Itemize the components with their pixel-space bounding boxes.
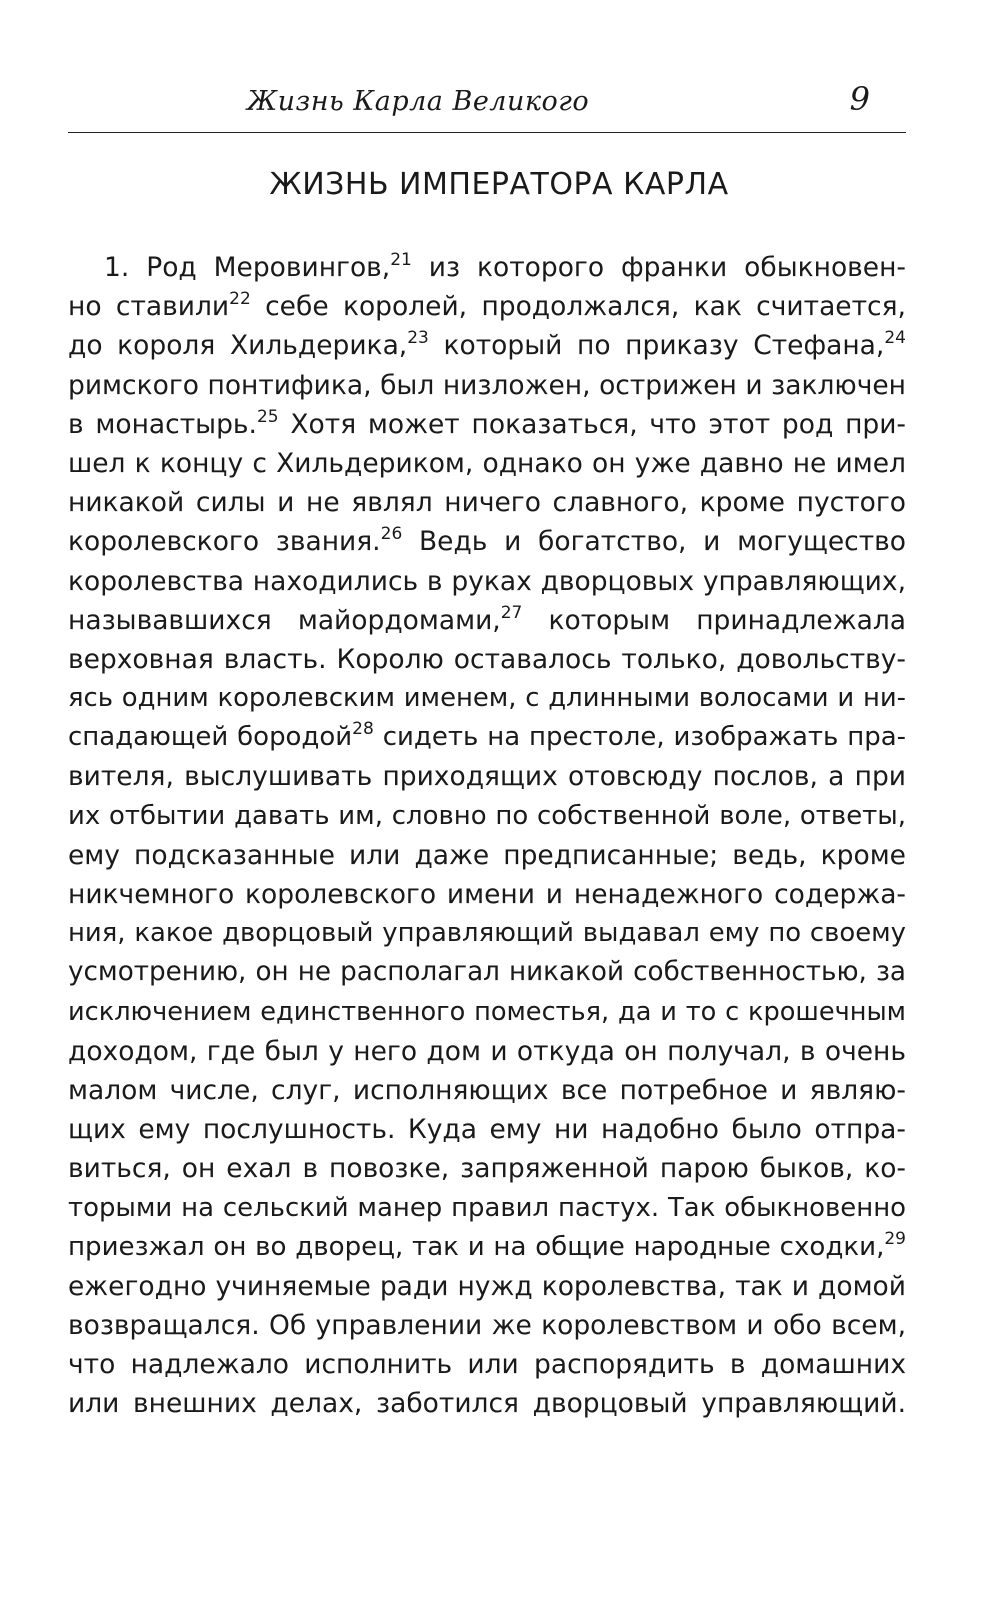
text-fragment: ежегодно учиняемые ради нужд королевства, так и домой: [68, 1270, 906, 1302]
text-line: [68, 562, 906, 601]
text-fragment: исключением единственного поместья, да и то с крошечным: [68, 996, 906, 1027]
text-line: [68, 1228, 906, 1267]
text-line: [68, 679, 906, 718]
text-fragment: никакой силы и не являл ничего славного, кроме пустого: [68, 487, 906, 519]
text-fragment: виться, он ехал в повозке, запряженной парою быков, ко-: [68, 1153, 906, 1185]
text-fragment: ему подсказанные или даже предписанные; ведь, кроме: [68, 839, 906, 871]
text-fragment: королевства находились в руках дворцовых управляющих,: [68, 565, 906, 597]
text-line: [68, 444, 906, 483]
text-fragment: который по приказу Стефана,: [428, 330, 885, 362]
text-line: [68, 1110, 906, 1149]
text-line: [68, 405, 906, 444]
text-fragment: никчемного королевского имени и ненадежного содержа-: [68, 879, 906, 910]
text-fragment: себе королей, продолжался, как считается,: [250, 291, 906, 323]
text-line: [68, 718, 906, 757]
text-fragment: которым принадлежала: [522, 604, 906, 636]
footnote-marker[interactable]: 24: [884, 328, 906, 349]
text-fragment: римского понтифика, был низложен, острижен и заключен: [68, 369, 906, 401]
text-fragment: до короля Хильдерика,: [68, 330, 408, 362]
footnote-marker[interactable]: 21: [390, 250, 412, 270]
footnote-marker[interactable]: 29: [884, 1228, 906, 1249]
text-line: [68, 953, 906, 992]
text-fragment: 1. Род Меровингов,: [104, 252, 391, 283]
text-fragment: спадающей бородой: [68, 722, 353, 753]
running-header: [68, 80, 906, 133]
running-title: Жизнь Карла Великого: [246, 86, 590, 117]
text-line: [68, 287, 906, 326]
text-line: [68, 1384, 906, 1423]
text-fragment: щих ему послушность. Куда ему ни надобно было отпра-: [68, 1114, 906, 1146]
text-line: [68, 326, 906, 365]
text-fragment: приезжал он во дворец, так и на общие народные сходки,: [68, 1231, 885, 1262]
footnote-marker[interactable]: 23: [407, 328, 429, 349]
text-fragment: ния, какое дворцовый управляющий выдавал ему по своему: [68, 918, 906, 949]
text-line: [68, 640, 906, 679]
text-fragment: шел к концу с Хильдериком, однако он уже давно не имел: [68, 447, 906, 479]
text-fragment: называвшихся майордомами,: [68, 604, 501, 636]
text-fragment: или внешних делах, заботился дворцовый управляющий.: [68, 1388, 906, 1420]
text-fragment: торыми на сельский манер правил пастух. Так обыкновенно: [68, 1192, 906, 1223]
text-line: [68, 1189, 906, 1228]
text-fragment: их отбытии давать им, словно по собственной воле, ответы,: [68, 800, 906, 831]
text-fragment: Ведь и богатство, и могущество: [402, 526, 907, 558]
footnote-marker[interactable]: 27: [500, 602, 523, 623]
text-fragment: королевского звания.: [68, 526, 381, 558]
text-fragment: вителя, выслушивать приходящих отовсюду послов, а при: [68, 761, 906, 793]
footnote-marker[interactable]: 25: [256, 406, 279, 427]
text-fragment: возвращался. Об управлении же королевством и обо всем,: [68, 1310, 906, 1342]
footnote-marker[interactable]: 28: [352, 719, 374, 740]
text-fragment: но ставили: [68, 291, 230, 323]
text-fragment: малом числе, слуг, исполняющих все потребное и являю-: [68, 1074, 906, 1106]
text-line: [68, 757, 906, 796]
text-fragment: доходом, где был у него дом и откуда он получал, в очень: [68, 1035, 906, 1067]
footnote-marker[interactable]: 26: [380, 524, 403, 545]
text-fragment: в монастырь.: [68, 408, 257, 440]
text-line: [68, 1267, 906, 1306]
text-line: [68, 993, 906, 1032]
text-fragment: усмотрению, он не располагал никакой собственностью, за: [68, 957, 906, 988]
footnote-marker[interactable]: 22: [229, 289, 251, 310]
text-line: [68, 522, 906, 561]
text-line: [68, 248, 906, 287]
text-line: [68, 875, 906, 914]
page-number: 9: [849, 80, 870, 118]
text-fragment: Хотя может показаться, что этот род при-: [278, 408, 906, 440]
text-fragment: из которого франки обыкновен-: [411, 252, 906, 283]
text-line: [68, 1345, 906, 1384]
text-line: [68, 914, 906, 953]
text-line: [68, 1306, 906, 1345]
text-line: [68, 797, 906, 836]
chapter-title: ЖИЗНЬ ИМПЕРАТОРА КАРЛА: [269, 167, 729, 202]
text-fragment: ясь одним королевским именем, с длинными волосами и ни-: [68, 683, 906, 714]
text-fragment: сидеть на престоле, изображать пра-: [373, 722, 906, 753]
body-text: [68, 248, 906, 1424]
text-fragment: что надлежало исполнить или распорядить в домашних: [68, 1349, 906, 1381]
text-line: [68, 1032, 906, 1071]
text-line: [68, 366, 906, 405]
text-line: [68, 1149, 906, 1188]
text-line: [68, 601, 906, 640]
text-fragment: верховная власть. Королю оставалось только, довольству-: [68, 643, 906, 675]
text-line: [68, 483, 906, 522]
text-line: [68, 836, 906, 875]
text-line: [68, 1071, 906, 1110]
